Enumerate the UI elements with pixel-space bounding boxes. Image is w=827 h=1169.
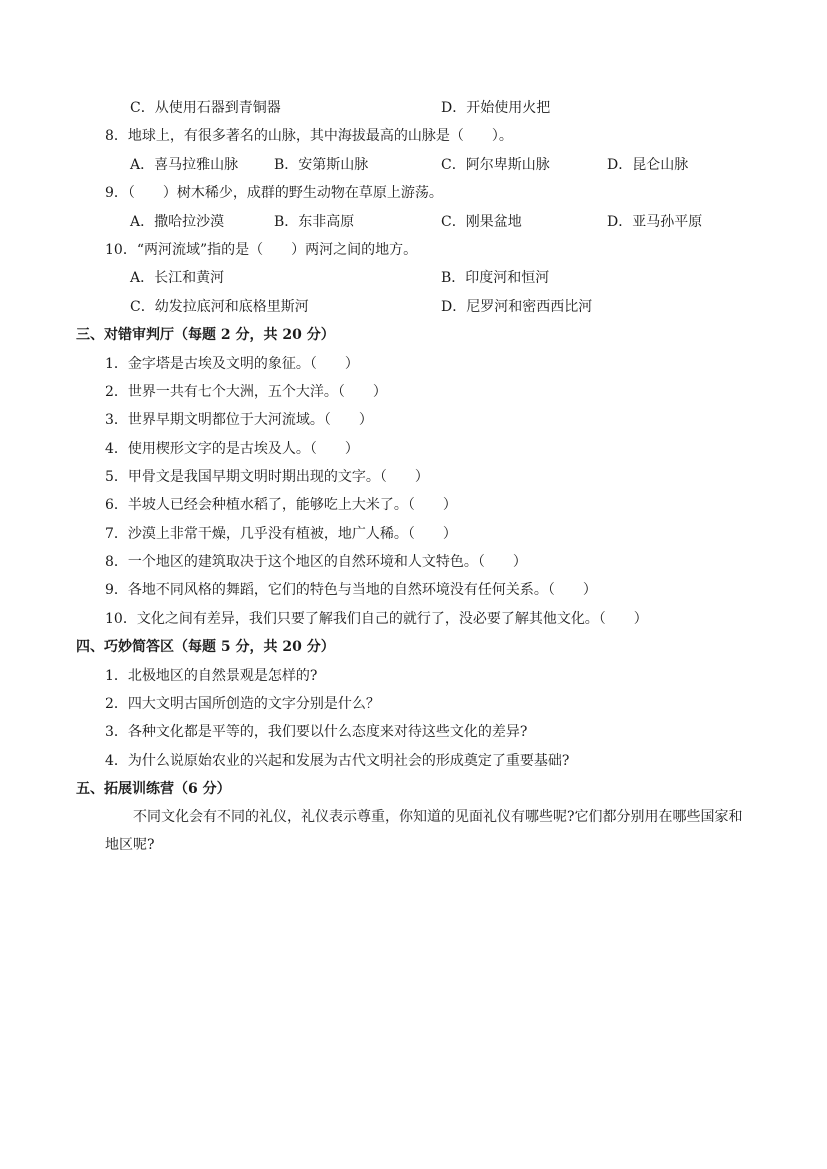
q7-option-d: D．开始使用火把	[441, 100, 551, 116]
section5-paragraph: 不同文化会有不同的礼仪，礼仪表示尊重，你知道的见面礼仪有哪些呢?它们都分别用在哪些国家和地区呢?	[105, 809, 743, 853]
q8-stem: 8．地球上，有很多著名的山脉，其中海拔最高的山脉是（ ）。	[105, 128, 513, 144]
q10-option-b: B．印度河和恒河	[441, 270, 550, 286]
tf-item: 10．文化之间有差异，我们只要了解我们自己的就行了，没必要了解其他文化。（ ）	[105, 611, 648, 627]
tf-item: 1．金字塔是古埃及文明的象征。（ ）	[105, 356, 359, 372]
q9-stem: 9．（ ）树木稀少，成群的野生动物在草原上游荡。	[105, 185, 443, 201]
q8-option-b: B．安第斯山脉	[274, 157, 369, 173]
q9-option-d: D．亚马孙平原	[607, 214, 703, 230]
q8-option-a: A．喜马拉雅山脉	[130, 157, 239, 173]
q8-option-c: C．阿尔卑斯山脉	[441, 157, 550, 173]
tf-item: 5．甲骨文是我国早期文明时期出现的文字。（ ）	[105, 469, 429, 485]
section5-heading: 五、拓展训练营（6 分）	[76, 781, 231, 797]
q10-stem: 10．“两河流域”指的是（ ）两河之间的地方。	[105, 242, 418, 258]
q8-option-d: D．昆仑山脉	[607, 157, 689, 173]
short-answer-item: 2．四大文明古国所创造的文字分别是什么？	[105, 696, 380, 712]
q9-option-b: B．东非高原	[274, 214, 355, 230]
q10-option-c: C．幼发拉底河和底格里斯河	[130, 299, 309, 315]
tf-item: 6．半坡人已经会种植水稻了，能够吃上大米了。（ ）	[105, 497, 457, 513]
short-answer-item: 4．为什么说原始农业的兴起和发展为古代文明社会的形成奠定了重要基础?	[105, 753, 570, 769]
short-answer-item: 1．北极地区的自然景观是怎样的?	[105, 668, 318, 684]
q10-option-a: A．长江和黄河	[130, 270, 225, 286]
short-answer-item: 3．各种文化都是平等的，我们要以什么态度来对待这些文化的差异?	[105, 724, 528, 740]
q9-option-a: A．撒哈拉沙漠	[130, 214, 225, 230]
tf-item: 9．各地不同风格的舞蹈，它们的特色与当地的自然环境没有任何关系。（ ）	[105, 582, 597, 598]
q9-option-c: C．刚果盆地	[441, 214, 522, 230]
section3-heading: 三、对错审判厅（每题 2 分，共 20 分）	[76, 327, 335, 343]
q7-option-c: C．从使用石器到青铜器	[130, 100, 281, 116]
q10-option-d: D．尼罗河和密西西比河	[441, 299, 593, 315]
section4-heading: 四、巧妙简答区（每题 5 分，共 20 分）	[76, 639, 335, 655]
tf-item: 7．沙漠上非常干燥，几乎没有植被，地广人稀。（ ）	[105, 526, 457, 542]
tf-item: 3．世界早期文明都位于大河流域。（ ）	[105, 412, 373, 428]
tf-item: 2．世界一共有七个大洲，五个大洋。（ ）	[105, 384, 387, 400]
tf-item: 4．使用楔形文字的是古埃及人。（ ）	[105, 441, 359, 457]
tf-item: 8．一个地区的建筑取决于这个地区的自然环境和人文特色。（ ）	[105, 554, 527, 570]
